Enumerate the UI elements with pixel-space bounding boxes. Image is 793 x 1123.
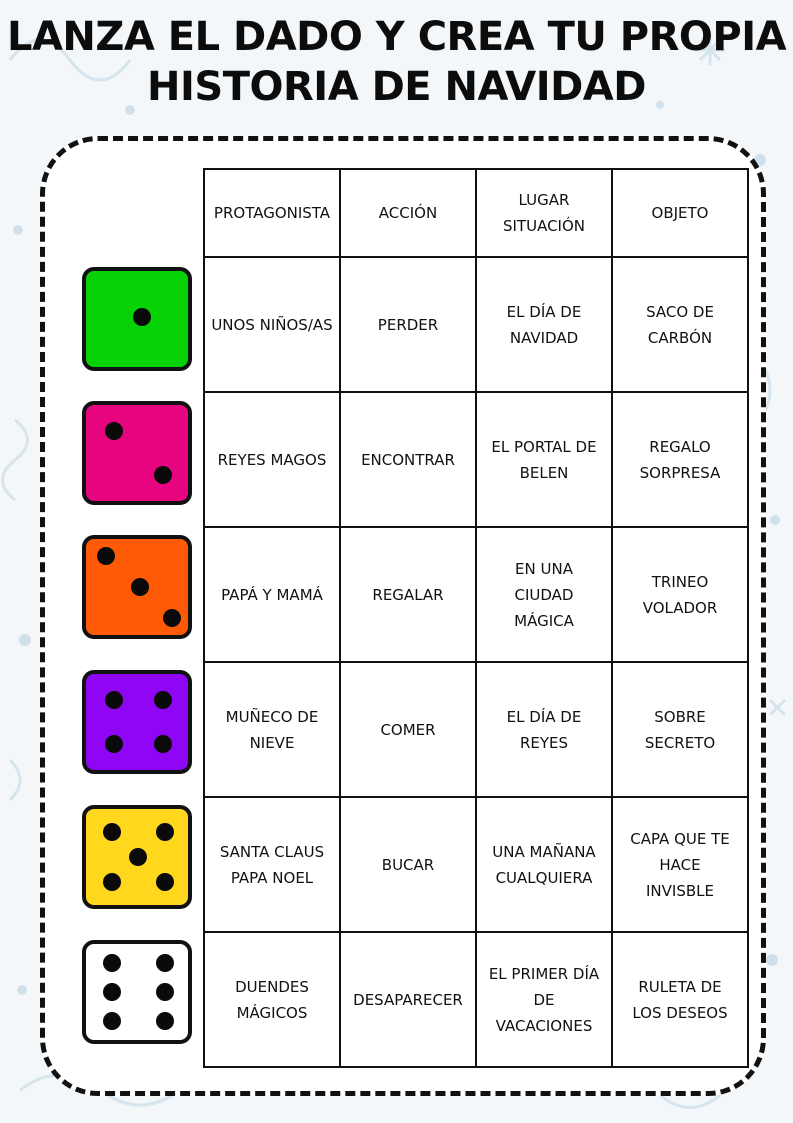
die-pip xyxy=(105,691,123,709)
die-pip xyxy=(103,983,121,1001)
title-line-1: LANZA EL DADO Y CREA TU PROPIA xyxy=(6,14,787,60)
table-cell: TRINEO VOLADOR xyxy=(612,527,748,662)
die-pip xyxy=(156,983,174,1001)
table-cell: CAPA QUE TE HACE INVISBLE xyxy=(612,797,748,932)
header-accion: ACCIÓN xyxy=(340,169,476,257)
die-pip xyxy=(156,873,174,891)
die-pip xyxy=(154,735,172,753)
table-row xyxy=(204,662,748,797)
die-pip xyxy=(103,1012,121,1030)
table-cell: PERDER xyxy=(340,257,476,392)
header-protagonista: PROTAGONISTA xyxy=(204,169,340,257)
title-line-2: HISTORIA DE NAVIDAD xyxy=(147,64,646,110)
die-pip xyxy=(156,1012,174,1030)
die-pip xyxy=(105,422,123,440)
table-cell: SACO DE CARBÓN xyxy=(612,257,748,392)
header-lugar: LUGAR SITUACIÓN xyxy=(476,169,612,257)
die-face-5-icon xyxy=(82,805,192,909)
table-cell: DESAPARECER xyxy=(340,932,476,1067)
table-row xyxy=(204,797,748,932)
die-pip xyxy=(133,308,151,326)
table-row xyxy=(204,392,748,527)
table-cell: SOBRE SECRETO xyxy=(612,662,748,797)
die-pip xyxy=(97,547,115,565)
die-pip xyxy=(103,954,121,972)
table-cell: EL DÍA DE NAVIDAD xyxy=(476,257,612,392)
header-objeto: OBJETO xyxy=(612,169,748,257)
die-face-3-icon xyxy=(82,535,192,639)
table-cell: SANTA CLAUS PAPA NOEL xyxy=(204,797,340,932)
table-row xyxy=(204,527,748,662)
table-cell: MUÑECO DE NIEVE xyxy=(204,662,340,797)
die-pip xyxy=(105,735,123,753)
table-row xyxy=(204,932,748,1067)
table-cell: RULETA DE LOS DESEOS xyxy=(612,932,748,1067)
table-cell: EL DÍA DE REYES xyxy=(476,662,612,797)
die-face-6-icon xyxy=(82,940,192,1044)
table-cell: REGALAR xyxy=(340,527,476,662)
die-pip xyxy=(154,691,172,709)
table-cell: DUENDES MÁGICOS xyxy=(204,932,340,1067)
table-cell: UNOS NIÑOS/AS xyxy=(204,257,340,392)
story-table xyxy=(203,168,749,1068)
die-pip xyxy=(154,466,172,484)
table-cell: EN UNA CIUDAD MÁGICA xyxy=(476,527,612,662)
table-cell: REGALO SORPRESA xyxy=(612,392,748,527)
table-cell: ENCONTRAR xyxy=(340,392,476,527)
die-pip xyxy=(129,848,147,866)
table-cell: BUCAR xyxy=(340,797,476,932)
die-pip xyxy=(131,578,149,596)
die-pip xyxy=(103,873,121,891)
die-pip xyxy=(156,823,174,841)
table-cell: REYES MAGOS xyxy=(204,392,340,527)
die-face-2-icon xyxy=(82,401,192,505)
table-cell: COMER xyxy=(340,662,476,797)
table-row xyxy=(204,257,748,392)
die-pip xyxy=(156,954,174,972)
die-face-1-icon xyxy=(82,267,192,371)
table-cell: EL PRIMER DÍA DE VACACIONES xyxy=(476,932,612,1067)
table-cell: PAPÁ Y MAMÁ xyxy=(204,527,340,662)
die-pip xyxy=(103,823,121,841)
page-title xyxy=(0,12,793,112)
die-face-4-icon xyxy=(82,670,192,774)
table-header-row xyxy=(204,169,748,257)
die-pip xyxy=(163,609,181,627)
table-cell: UNA MAÑANA CUALQUIERA xyxy=(476,797,612,932)
table-cell: EL PORTAL DE BELEN xyxy=(476,392,612,527)
